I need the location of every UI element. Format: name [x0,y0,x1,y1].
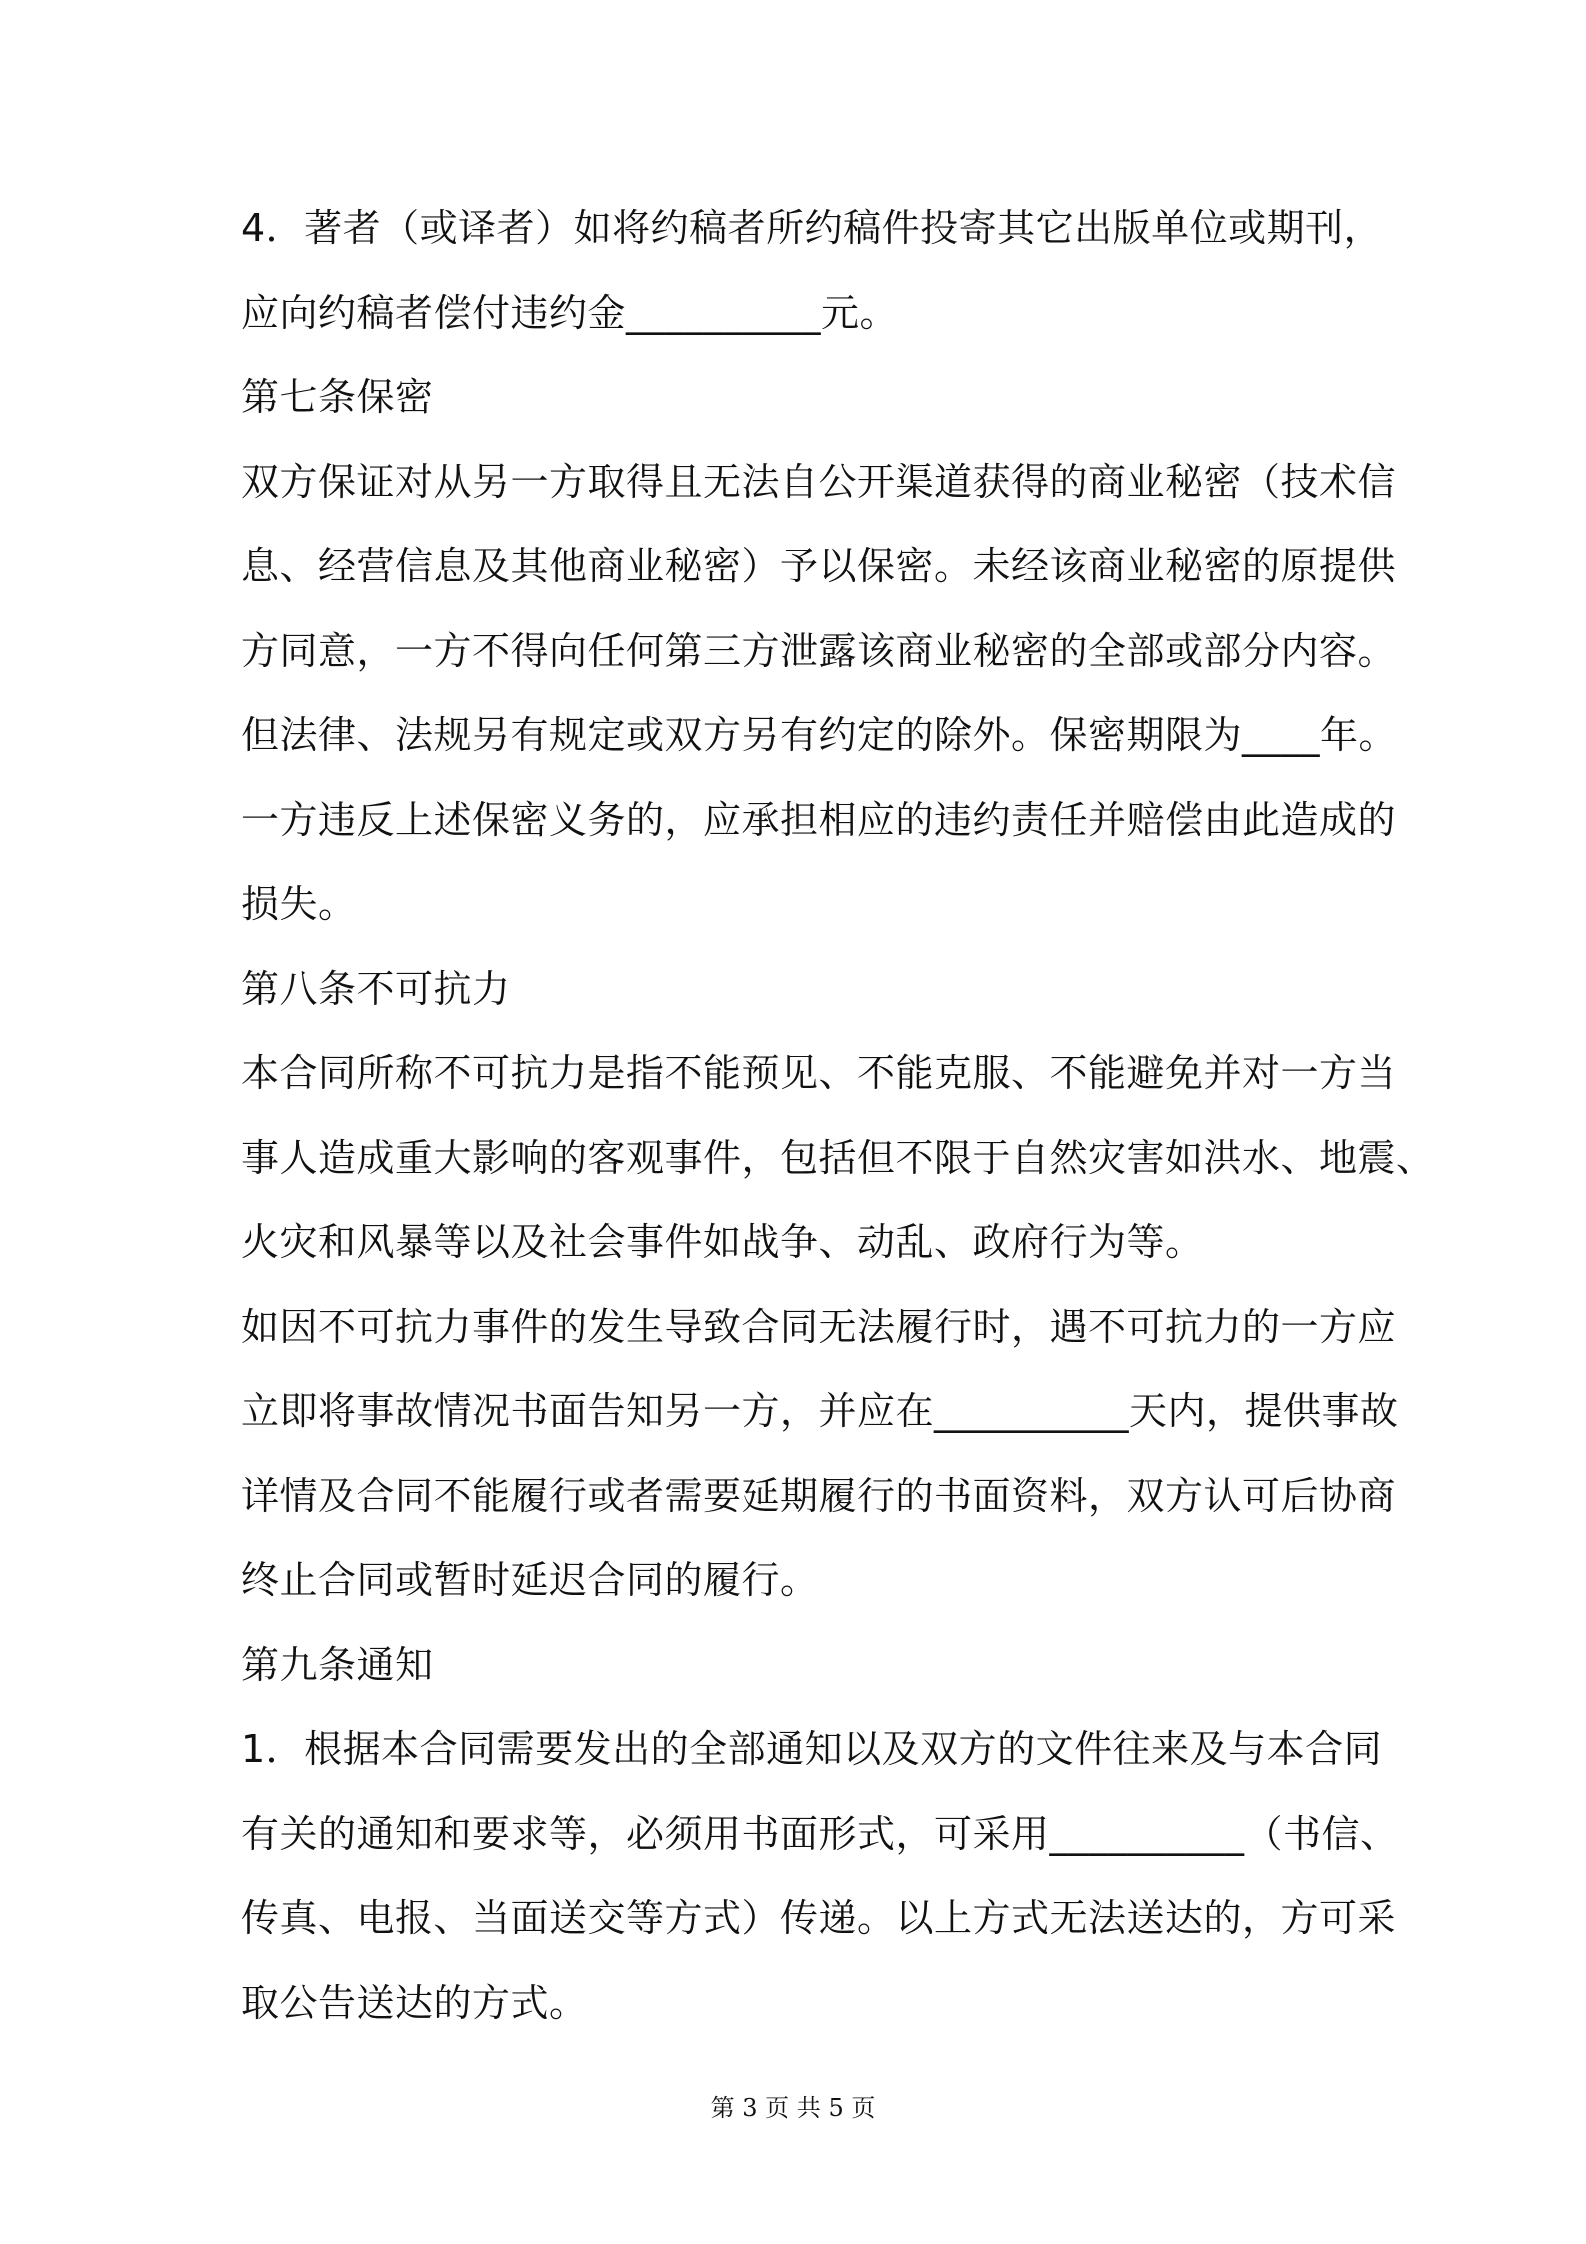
text-line-5: 息、经营信息及其他商业秘密）予以保密。未经该商业秘密的原提供 [241,544,1397,588]
text-line-12: 事人造成重大影响的客观事件，包括但不限于自然灾害如洪水、地震、 [241,1136,1435,1180]
text-line-22: 取公告送达的方式。 [241,1981,588,2025]
text-line-4: 双方保证对从另一方取得且无法自公开渠道获得的商业秘密（技术信 [241,460,1397,504]
text-line-21: 传真、电报、当面送交等方式）传递。以上方式无法送达的，方可采 [241,1896,1397,1940]
text-line-17: 终止合同或暂时延迟合同的履行。 [241,1558,819,1602]
section-heading-force-majeure: 第八条不可抗力 [241,967,511,1011]
text-line-11: 本合同所称不可抗力是指不能预见、不能克服、不能避免并对一方当 [241,1051,1397,1095]
text-line-8: 一方违反上述保密义务的，应承担相应的违约责任并赔偿由此造成的 [241,798,1397,842]
page-number-footer: 第 3 页 共 5 页 [710,2094,876,2122]
text-line-19: 1．根据本合同需要发出的全部通知以及双方的文件往来及与本合同 [241,1727,1383,1771]
text-line-2: 应向约稿者偿付违约金__________元。 [241,291,899,335]
text-line-16: 详情及合同不能履行或者需要延期履行的书面资料，双方认可后协商 [241,1474,1397,1518]
text-line-13: 火灾和风暴等以及社会事件如战争、动乱、政府行为等。 [241,1220,1204,1264]
text-line-9: 损失。 [241,882,357,926]
section-heading-confidentiality: 第七条保密 [241,375,434,419]
text-line-15: 立即将事故情况书面告知另一方，并应在__________天内，提供事故 [241,1389,1399,1433]
text-line-7: 但法律、法规另有规定或双方另有约定的除外。保密期限为____年。 [241,713,1398,757]
text-line-14: 如因不可抗力事件的发生导致合同无法履行时，遇不可抗力的一方应 [241,1305,1397,1349]
text-line-6: 方同意，一方不得向任何第三方泄露该商业秘密的全部或部分内容。 [241,629,1397,673]
text-line-1: 4．著者（或译者）如将约稿者所约稿件投寄其它出版单位或期刊， [241,206,1383,250]
section-heading-notice: 第九条通知 [241,1643,434,1687]
text-line-20: 有关的通知和要求等，必须用书面形式，可采用__________（书信、 [241,1812,1399,1856]
